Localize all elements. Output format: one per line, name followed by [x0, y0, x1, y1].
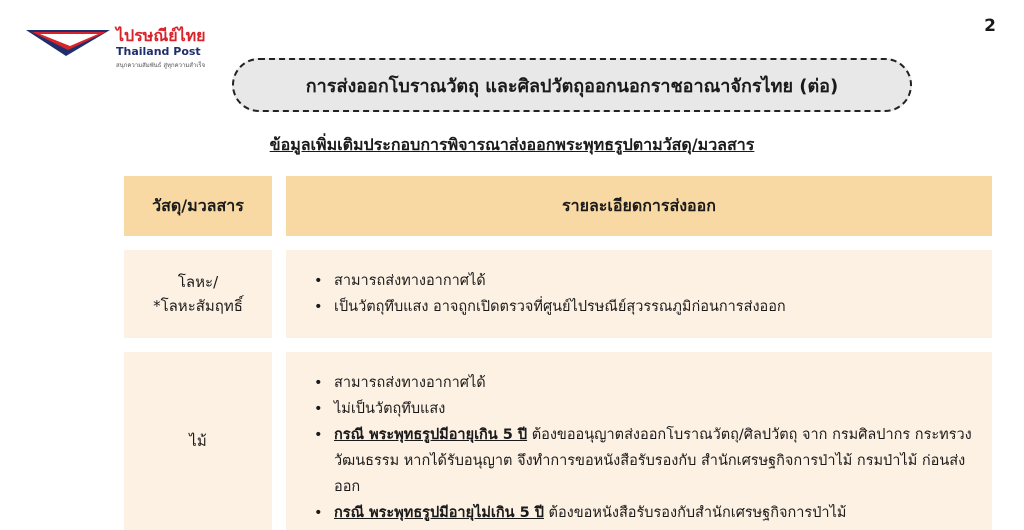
- logo-wing-icon: [26, 26, 110, 60]
- list-item: • สามารถส่งทางอากาศได้: [314, 375, 486, 391]
- section-subtitle: ข้อมูลเพิ่มเติมประกอบการพิจารณาส่งออกพระพุทธรูปตามวัสดุ/มวลสาร: [269, 135, 755, 154]
- case-text: ต้องขอหนังสือรับรองกับสำนักเศรษฐกิจการป่าไม้: [543, 505, 847, 521]
- material-name: *โลหะสัมฤทธิ์: [153, 297, 243, 315]
- list-item: • ไม่เป็นวัตถุทึบแสง: [314, 401, 446, 417]
- thailand-post-logo: [26, 22, 226, 72]
- detail-cell-metal: [286, 250, 992, 338]
- case-text: ต้องขออนุญาตส่งออกโบราณวัตถุ/ศิลปวัตถุ จาก กรมศิลปากร กระทรวงวัฒนธรรม หากได้รับอนุญาต จึงทำการขอหนังสือรับรองกับ สำนักเศรษฐกิจการป่าไม้ กรมป่าไม้ ก่อนส่งออก: [334, 427, 972, 495]
- page-title-text: การส่งออกโบราณวัตถุ และศิลปวัตถุออกนอกราชอาณาจักรไทย (ต่อ): [305, 75, 839, 97]
- material-name: ไม้: [189, 432, 207, 450]
- column-header-detail: [286, 176, 992, 236]
- detail-cell-wood: [286, 352, 992, 530]
- list-item: • สามารถส่งทางอากาศได้: [314, 273, 486, 289]
- logo-tagline: สนุกความสัมพันธ์ สู่ทุกความสำเร็จ: [116, 62, 206, 69]
- column-header-material-label: วัสดุ/มวลสาร: [152, 195, 244, 215]
- list-item: • เป็นวัตถุทึบแสง อาจถูกเปิดตรวจที่ศูนย์ไปรษณีย์สุวรรณภูมิก่อนการส่งออก: [314, 299, 786, 315]
- material-cell-wood: [124, 352, 272, 530]
- case-emphasis: กรณี พระพุทธรูปมีอายุเกิน 5 ปี: [334, 427, 528, 443]
- list-item: • กรณี พระพุทธรูปมีอายุไม่เกิน 5 ปี ต้องขอหนังสือรับรองกับสำนักเศรษฐกิจการป่าไม้: [314, 505, 847, 521]
- material-cell-metal: [124, 250, 272, 338]
- detail-list: [314, 370, 978, 526]
- column-header-detail-label: รายละเอียดการส่งออก: [562, 195, 716, 215]
- logo-english-text: Thailand Post: [116, 45, 201, 58]
- column-header-material: [124, 176, 272, 236]
- material-name: โลหะ/: [177, 273, 219, 291]
- case-emphasis: กรณี พระพุทธรูปมีอายุไม่เกิน 5 ปี: [334, 505, 544, 521]
- detail-list: [314, 268, 992, 320]
- list-item: • กรณี พระพุทธรูปมีอายุเกิน 5 ปี ต้องขออนุญาตส่งออกโบราณวัตถุ/ศิลปวัตถุ จาก กรมศิลปากร กระทรวงวัฒนธรรม หากได้รับอนุญาต จึงทำการขอหนังสือรับรองกับ สำนักเศรษฐกิจการป่าไม้ กรมป่าไม้ ก่อนส่งออก: [314, 427, 972, 495]
- logo-thai-text: ไปรษณีย์ไทย: [116, 26, 206, 45]
- page-number: 2: [984, 16, 996, 36]
- page-title: [232, 58, 912, 112]
